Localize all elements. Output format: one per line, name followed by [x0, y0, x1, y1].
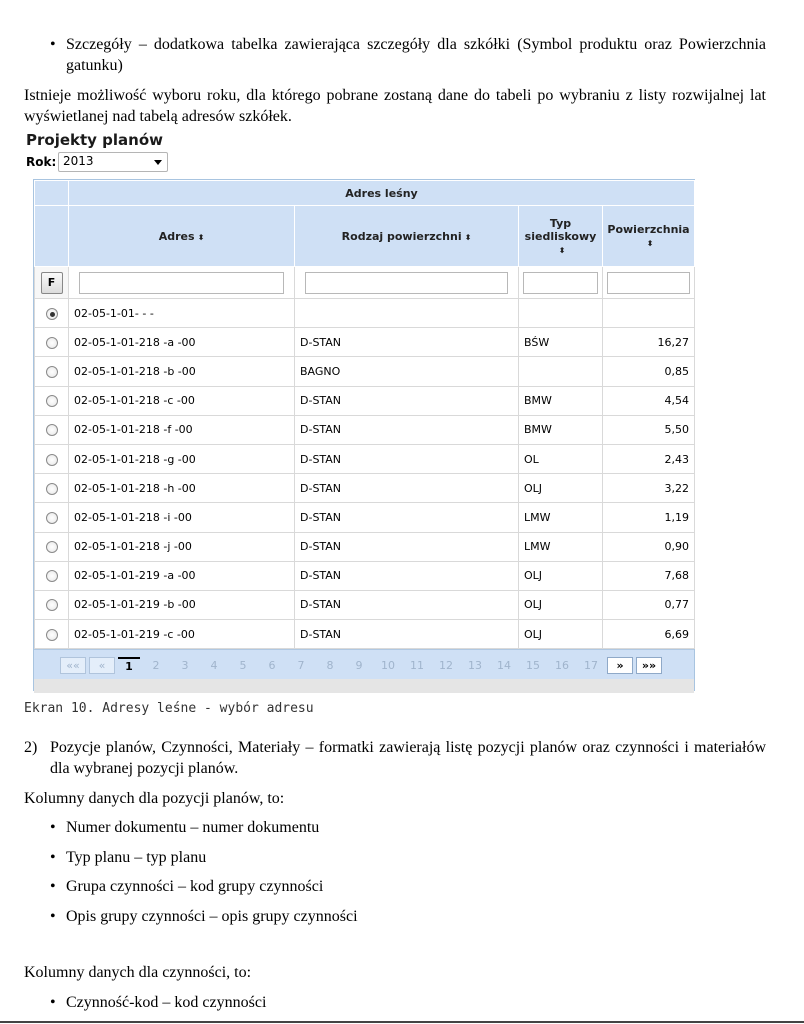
row-radio-cell: [35, 561, 69, 590]
plans-bullet: [50, 876, 766, 897]
column-header-powierzchnia[interactable]: [603, 206, 695, 267]
pager-page-1[interactable]: 1: [118, 657, 140, 674]
cell-adres: 02-05-1-01-218 -g -00: [69, 444, 295, 473]
filter-input-adres[interactable]: [79, 272, 284, 294]
cell-powierzchnia: 5,50: [603, 415, 695, 444]
cell-rodzaj: D-STAN: [295, 474, 519, 503]
filter-input-typ[interactable]: [523, 272, 598, 294]
table-row[interactable]: [35, 299, 695, 328]
cell-rodzaj: [295, 299, 519, 328]
bullet-dot: •: [50, 994, 56, 1011]
filter-button-cell: [35, 267, 69, 299]
cell-adres: 02-05-1-01-218 -i -00: [69, 503, 295, 532]
pager-page-7[interactable]: 7: [297, 659, 305, 673]
bullet-dot: •: [50, 907, 56, 925]
row-radio[interactable]: [46, 366, 58, 378]
row-radio-cell: [35, 474, 69, 503]
pager-page-6[interactable]: 6: [268, 659, 276, 673]
row-radio-cell: [35, 415, 69, 444]
sort-icon[interactable]: ⬍: [558, 245, 566, 255]
row-radio[interactable]: [46, 570, 58, 582]
cell-typ: BŚW: [519, 328, 603, 357]
cell-rodzaj: D-STAN: [295, 386, 519, 415]
grid-footer: [34, 679, 694, 693]
header-select-col: [35, 206, 69, 267]
bullet-dot: •: [50, 819, 56, 836]
cell-rodzaj: D-STAN: [295, 328, 519, 357]
column-label: Typ siedliskowy: [524, 216, 597, 243]
cell-rodzaj: D-STAN: [295, 561, 519, 590]
sort-icon[interactable]: ⬍: [646, 239, 654, 248]
row-radio[interactable]: [46, 337, 58, 349]
row-radio-cell: [35, 503, 69, 532]
bullet-dot: •: [50, 36, 56, 53]
cell-powierzchnia: 1,19: [603, 503, 695, 532]
bullet-szczegoly: [50, 34, 766, 76]
page-bottom-rule: [0, 1021, 804, 1023]
table-row[interactable]: [35, 590, 695, 619]
cell-typ: OL: [519, 444, 603, 473]
row-radio[interactable]: [46, 308, 58, 320]
filter-input-rodzaj[interactable]: [305, 272, 508, 294]
filter-cell: [519, 267, 603, 299]
pager-prev-button[interactable]: «: [89, 657, 115, 674]
cell-powierzchnia: 6,69: [603, 620, 695, 649]
actions-intro: Kolumny danych dla czynności, to:: [24, 964, 252, 981]
cell-typ: LMW: [519, 532, 603, 561]
bullet-text: Typ planu – typ planu: [66, 848, 207, 866]
cell-rodzaj: D-STAN: [295, 503, 519, 532]
item-text: Pozycje planów, Czynności, Materiały – formatki zawierają listę pozycji planów oraz czynności i materiałów dla wybranej pozycji planów.: [50, 739, 766, 777]
row-radio[interactable]: [46, 424, 58, 436]
pager-page-12[interactable]: 12: [439, 659, 453, 673]
bullet-dot: •: [50, 878, 56, 895]
cell-powierzchnia: 0,85: [603, 357, 695, 386]
cell-typ: BMW: [519, 386, 603, 415]
cell-rodzaj: D-STAN: [295, 444, 519, 473]
filter-cell: [69, 267, 295, 299]
row-radio[interactable]: [46, 512, 58, 524]
cell-adres: 02-05-1-01-218 -h -00: [69, 474, 295, 503]
column-header-rodzaj[interactable]: [295, 206, 519, 267]
filter-button[interactable]: F: [41, 272, 63, 294]
cell-powierzchnia: 0,77: [603, 590, 695, 619]
cell-adres: 02-05-1-01-218 -a -00: [69, 328, 295, 357]
column-header-typ[interactable]: [519, 206, 603, 267]
row-radio-cell: [35, 386, 69, 415]
bullet-dot: •: [50, 848, 56, 866]
cell-typ: OLJ: [519, 620, 603, 649]
plans-intro: Kolumny danych dla pozycji planów, to:: [24, 790, 285, 807]
address-table: [34, 180, 695, 649]
cell-adres: 02-05-1-01-219 -b -00: [69, 590, 295, 619]
table-row[interactable]: [35, 328, 695, 357]
rok-select[interactable]: [58, 152, 168, 172]
filter-cell: [295, 267, 519, 299]
row-radio[interactable]: [46, 541, 58, 553]
pager-first-button[interactable]: ««: [60, 657, 86, 674]
cell-typ: LMW: [519, 503, 603, 532]
pager: [34, 649, 694, 679]
row-radio[interactable]: [46, 395, 58, 407]
bullet-text: Opis grupy czynności – opis grupy czynności: [66, 907, 358, 925]
table-row[interactable]: [35, 561, 695, 590]
row-radio-cell: [35, 590, 69, 619]
numbered-item: [24, 737, 766, 779]
cell-rodzaj: D-STAN: [295, 532, 519, 561]
column-label: Powierzchnia: [607, 223, 690, 236]
bullet-text: Numer dokumentu – numer dokumentu: [66, 819, 320, 836]
group-header: Adres leśny: [69, 181, 695, 206]
row-radio-cell: [35, 357, 69, 386]
cell-typ: OLJ: [519, 474, 603, 503]
cell-rodzaj: D-STAN: [295, 620, 519, 649]
row-radio[interactable]: [46, 483, 58, 495]
cell-adres: 02-05-1-01-218 -c -00: [69, 386, 295, 415]
cell-typ: [519, 357, 603, 386]
cell-powierzchnia: [603, 299, 695, 328]
bullet-text: Grupa czynności – kod grupy czynności: [66, 878, 324, 895]
cell-powierzchnia: 7,68: [603, 561, 695, 590]
cell-powierzchnia: 0,90: [603, 532, 695, 561]
cell-adres: 02-05-1-01- - -: [69, 299, 295, 328]
filter-input-powierzchnia[interactable]: [607, 272, 690, 294]
table-row[interactable]: [35, 444, 695, 473]
pager-page-3[interactable]: 3: [181, 659, 189, 673]
pager-page-5[interactable]: 5: [239, 659, 247, 673]
pager-page-2[interactable]: 2: [152, 659, 160, 673]
panel-title: Projekty planów: [26, 131, 163, 149]
table-row[interactable]: [35, 357, 695, 386]
pager-page-13[interactable]: 13: [468, 659, 482, 673]
cell-adres: 02-05-1-01-219 -c -00: [69, 620, 295, 649]
row-radio-cell: [35, 299, 69, 328]
cell-rodzaj: BAGNO: [295, 357, 519, 386]
rok-label: Rok:: [26, 155, 57, 169]
rok-select-value: 2013: [63, 154, 94, 168]
row-radio-cell: [35, 620, 69, 649]
header-corner: [35, 181, 69, 206]
pager-last-button[interactable]: »»: [636, 657, 662, 674]
pager-page-17[interactable]: 17: [584, 659, 598, 673]
actions-bullet: [50, 992, 766, 1013]
cell-typ: OLJ: [519, 561, 603, 590]
address-grid: [33, 179, 695, 691]
pager-page-4[interactable]: 4: [210, 659, 218, 673]
column-label: Rodzaj powierzchni: [341, 229, 462, 243]
cell-adres: 02-05-1-01-218 -f -00: [69, 415, 295, 444]
table-row[interactable]: [35, 532, 695, 561]
cell-powierzchnia: 2,43: [603, 444, 695, 473]
plans-bullet: [50, 847, 766, 868]
cell-typ: OLJ: [519, 590, 603, 619]
row-radio[interactable]: [46, 454, 58, 466]
cell-typ: BMW: [519, 415, 603, 444]
sort-icon[interactable]: ⬍: [197, 232, 205, 242]
cell-powierzchnia: 3,22: [603, 474, 695, 503]
cell-adres: 02-05-1-01-219 -a -00: [69, 561, 295, 590]
figure-caption: Ekran 10. Adresy leśne - wybór adresu: [24, 701, 314, 716]
cell-rodzaj: D-STAN: [295, 415, 519, 444]
row-radio-cell: [35, 444, 69, 473]
column-header-adres[interactable]: [69, 206, 295, 267]
row-radio[interactable]: [46, 599, 58, 611]
item-number: 2): [24, 739, 38, 756]
row-radio-cell: [35, 532, 69, 561]
cell-powierzchnia: 4,54: [603, 386, 695, 415]
table-row[interactable]: [35, 620, 695, 649]
sort-icon[interactable]: ⬍: [464, 232, 472, 242]
cell-adres: 02-05-1-01-218 -b -00: [69, 357, 295, 386]
pager-page-14[interactable]: 14: [497, 659, 511, 673]
pager-next-button[interactable]: »: [607, 657, 633, 674]
table-row[interactable]: [35, 503, 695, 532]
pager-page-9[interactable]: 9: [355, 659, 363, 673]
pager-page-16[interactable]: 16: [555, 659, 569, 673]
filter-cell: [603, 267, 695, 299]
table-row[interactable]: [35, 474, 695, 503]
column-label: Adres: [158, 229, 195, 243]
row-radio-cell: [35, 328, 69, 357]
plans-bullet: [50, 817, 766, 838]
chevron-down-icon: [154, 160, 162, 165]
intro-paragraph: Istnieje możliwość wyboru roku, dla którego pobrane zostaną dane do tabeli po wybraniu z listy rozwijalnej lat wyświetlanej nad tabelą adresów szkółek.: [24, 87, 766, 125]
plans-bullet: [50, 906, 766, 927]
pager-page-8[interactable]: 8: [326, 659, 334, 673]
cell-typ: [519, 299, 603, 328]
table-row[interactable]: [35, 415, 695, 444]
row-radio[interactable]: [46, 629, 58, 641]
bullet-text: Czynność-kod – kod czynności: [66, 994, 267, 1011]
pager-page-11[interactable]: 11: [410, 659, 424, 673]
bullet-text: Szczegóły – dodatkowa tabelka zawierająca szczegóły dla szkółki (Symbol produktu oraz Powierzchnia gatunku): [66, 36, 766, 74]
cell-rodzaj: D-STAN: [295, 590, 519, 619]
cell-adres: 02-05-1-01-218 -j -00: [69, 532, 295, 561]
cell-powierzchnia: 16,27: [603, 328, 695, 357]
table-row[interactable]: [35, 386, 695, 415]
pager-page-15[interactable]: 15: [526, 659, 540, 673]
pager-page-10[interactable]: 10: [381, 659, 395, 673]
